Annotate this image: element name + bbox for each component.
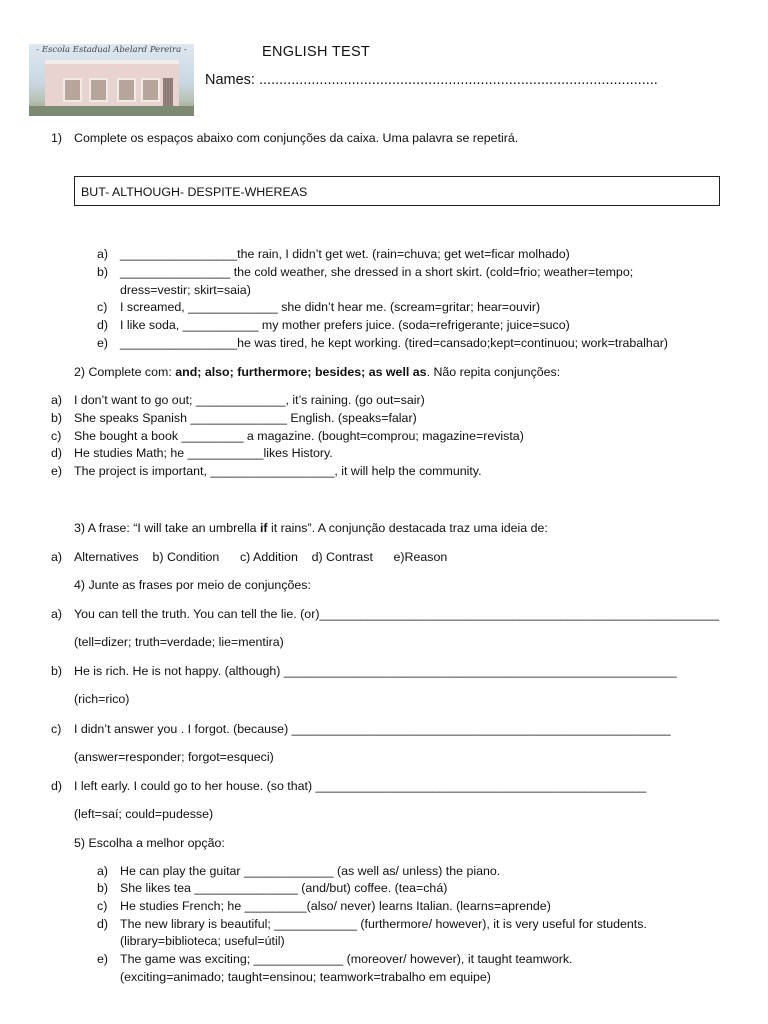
q2-item-text: She bought a book _________ a magazine. (bought=comprou; magazine=revista): [74, 429, 524, 443]
q2-item-text: The project is important, __________________, it will help the community.: [74, 464, 482, 478]
q3-item-label: a): [51, 550, 63, 564]
q1-instruction: Complete os espaços abaixo com conjunções da caixa. Uma palavra se repetirá.: [74, 131, 519, 145]
q5-instruction: 5) Escolha a melhor opção:: [74, 836, 225, 850]
q1-item-text: I screamed, _____________ she didn’t hear me. (scream=gritar; hear=ouvir): [120, 300, 541, 314]
q1-item-label: b): [97, 265, 109, 279]
q3-instruction: 3) A frase: “I will take an umbrella if it rains”. A conjunção destacada traz uma ideia de:: [74, 521, 548, 535]
q2-item-text: She speaks Spanish ______________ English. (speaks=falar): [74, 411, 417, 425]
q4-item-label: d): [51, 779, 63, 793]
q5-item-text: The new library is beautiful; ____________ (furthermore/ however), it is very useful for students.: [120, 917, 647, 931]
q4-item-text: I didn’t answer you . I forgot. (because) _______________________________________________________: [74, 722, 671, 736]
q4-instruction: 4) Junte as frases por meio de conjunções:: [74, 578, 311, 592]
q1-item-text: ________________ the cold weather, she dressed in a short skirt. (cold=frio; weather=tempo;: [120, 265, 634, 279]
q5-item-label: e): [97, 952, 109, 966]
q2-item-label: c): [51, 429, 62, 443]
q4-item-text: I left early. I could go to her house. (so that) ________________________________________________: [74, 779, 647, 793]
q1-item-label: c): [97, 300, 108, 314]
q2-item-text: I don’t want to go out; _____________, it’s raining. (go out=sair): [74, 393, 425, 407]
q5-item-label: a): [97, 864, 109, 878]
q1-number: 1): [51, 131, 63, 145]
q4-item-text: You can tell the truth. You can tell the lie. (or)__________________________________________________________: [74, 607, 720, 621]
q4-item-label: a): [51, 607, 63, 621]
conjunction-box: [74, 176, 720, 206]
q5-item-text: She likes tea _______________ (and/but) coffee. (tea=chá): [120, 881, 448, 895]
school-building-image: [45, 60, 179, 110]
q4-item-note: (answer=responder; forgot=esqueci): [74, 750, 274, 764]
test-title: ENGLISH TEST: [262, 44, 371, 60]
q5-item-label: c): [97, 899, 108, 913]
q3-options: Alternatives b) Condition c) Addition d) Contrast e)Reason: [74, 550, 448, 564]
q2-item-label: d): [51, 446, 63, 460]
q2-item-label: e): [51, 464, 63, 478]
q5-item-text: He studies French; he _________(also/ never) learns Italian. (learns=aprende): [120, 899, 551, 913]
conjunction-box-text: BUT- ALTHOUGH- DESPITE-WHEREAS: [81, 185, 308, 199]
q5-item-label: d): [97, 917, 109, 931]
q1-item-text: _________________the rain, I didn’t get wet. (rain=chuva; get wet=ficar molhado): [120, 247, 570, 261]
q5-item-text: He can play the guitar _____________ (as well as/ unless) the piano.: [120, 864, 501, 878]
q1-item-label: e): [97, 336, 109, 350]
q1-item-text: _________________he was tired, he kept working. (tired=cansado;kept=continuou; work=trabalhar): [120, 336, 668, 350]
q5-item-text: (exciting=animado; taught=ensinou; teamwork=trabalho em equipe): [120, 970, 491, 984]
q5-item-text: The game was exciting; _____________ (moreover/ however), it taught teamwork.: [120, 952, 573, 966]
q2-item-label: a): [51, 393, 63, 407]
names-line: Names: ...................................................................................................: [205, 72, 658, 88]
q5-item-label: b): [97, 881, 109, 895]
q4-item-label: b): [51, 664, 63, 678]
q4-item-label: c): [51, 722, 62, 736]
q2-item-label: b): [51, 411, 63, 425]
q4-item-note: (rich=rico): [74, 692, 130, 706]
q2-instruction: 2) Complete com: and; also; furthermore; besides; as well as. Não repita conjunções:: [74, 365, 561, 379]
q4-item-note: (tell=dizer; truth=verdade; lie=mentira): [74, 635, 284, 649]
q1-item-label: d): [97, 318, 109, 332]
q5-item-text: (library=biblioteca; useful=útil): [120, 934, 285, 948]
school-logo-text: - Escola Estadual Abelard Pereira -: [36, 45, 187, 55]
school-logo: [29, 44, 194, 116]
q1-item-label: a): [97, 247, 109, 261]
q2-item-text: He studies Math; he ___________likes History.: [74, 446, 333, 460]
q4-item-note: (left=saí; could=pudesse): [74, 807, 214, 821]
q1-item-text: dress=vestir; skirt=saia): [120, 283, 251, 297]
q1-item-text: I like soda, ___________ my mother prefers juice. (soda=refrigerante; juice=suco): [120, 318, 570, 332]
q4-item-text: He is rich. He is not happy. (although) _________________________________________________________: [74, 664, 677, 678]
